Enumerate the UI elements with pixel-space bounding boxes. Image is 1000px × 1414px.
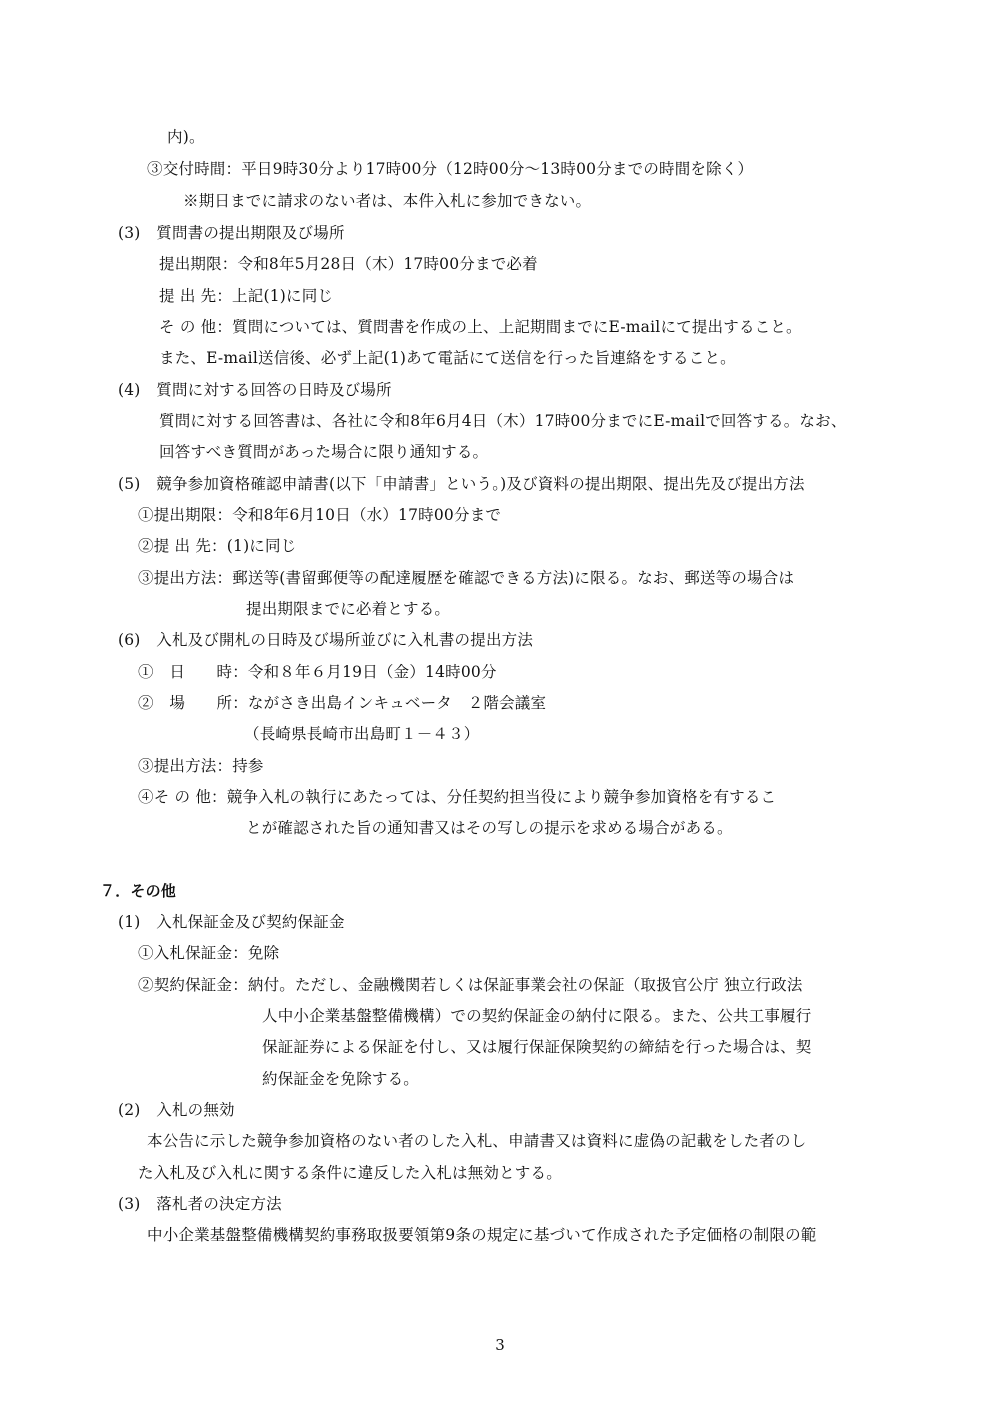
chapter-heading: ７．その他 [100, 882, 177, 900]
text-line: 回答すべき質問があった場合に限り通知する。 [159, 443, 489, 461]
text-line: ①提出期限：令和8年6月10日（水）17時00分まで [138, 506, 502, 524]
text-line: 提出期限までに必着とする。 [246, 600, 451, 618]
text-line: ① 日 時：令和８年６月19日（金）14時00分 [138, 663, 497, 681]
text-line: ①入札保証金：免除 [138, 944, 280, 962]
text-line: 質問に対する回答書は、各社に令和8年6月4日（木）17時00分までにE-mailで回答する。なお、 [159, 412, 847, 430]
text-line: 内)。 [167, 128, 205, 146]
text-line: 提 出 先：上記(1)に同じ [159, 287, 334, 305]
text-line: ※期日までに請求のない者は、本件入札に参加できない。 [183, 192, 592, 210]
text-line: （長崎県長崎市出島町１－４３） [244, 725, 480, 743]
page-number: 3 [495, 1336, 505, 1354]
text-line: そ の 他：質問については、質問書を作成の上、上記期間までにE-mailにて提出すること。 [159, 318, 802, 336]
text-line: 提出期限：令和8年5月28日（木）17時00分まで必着 [159, 255, 538, 273]
text-line: ② 場 所：ながさき出島インキュベータ ２階会議室 [138, 694, 547, 712]
text-line: ②契約保証金：納付。ただし、金融機関若しくは保証事業会社の保証（取扱官公庁 独立行政法 [138, 976, 803, 994]
text-line: 本公告に示した競争参加資格のない者のした入札、申請書又は資料に虚偽の記載をした者のし [147, 1132, 807, 1150]
text-line: 保証証券による保証を付し、又は履行保証保険契約の締結を行った場合は、契 [262, 1038, 812, 1056]
text-line: ③交付時間：平日9時30分より17時00分（12時00分～13時00分までの時間を除く） [147, 160, 754, 178]
text-line: また、E-mail送信後、必ず上記(1)あて電話にて送信を行った旨連絡をすること。 [159, 349, 736, 367]
text-line: 人中小企業基盤整備機構）での契約保証金の納付に限る。また、公共工事履行 [262, 1007, 812, 1025]
text-line: ③提出方法：持参 [138, 757, 264, 775]
text-line: た入札及び入札に関する条件に違反した入札は無効とする。 [138, 1164, 562, 1182]
text-line: ③提出方法：郵送等(書留郵便等の配達履歴を確認できる方法)に限る。なお、郵送等の場合は [138, 569, 795, 587]
text-line: とが確認された旨の通知書又はその写しの提示を求める場合がある。 [246, 819, 733, 837]
section-heading: (3) 質問書の提出期限及び場所 [118, 224, 345, 242]
section-heading: (5) 競争参加資格確認申請書(以下「申請書」という。)及び資料の提出期限、提出先及び提出方法 [118, 475, 805, 493]
text-line: ②提 出 先：(1)に同じ [138, 537, 297, 555]
section-heading: (4) 質問に対する回答の日時及び場所 [118, 381, 392, 399]
text-line: 約保証金を免除する。 [262, 1070, 420, 1088]
section-heading: (3) 落札者の決定方法 [118, 1195, 282, 1213]
section-heading: (1) 入札保証金及び契約保証金 [118, 913, 345, 931]
text-line: 中小企業基盤整備機構契約事務取扱要領第9条の規定に基づいて作成された予定価格の制限の範 [147, 1226, 817, 1244]
text-line: ④そ の 他：競争入札の執行にあたっては、分任契約担当役により競争参加資格を有するこ [138, 788, 777, 806]
section-heading: (2) 入札の無効 [118, 1101, 235, 1119]
section-heading: (6) 入札及び開札の日時及び場所並びに入札書の提出方法 [118, 631, 534, 649]
